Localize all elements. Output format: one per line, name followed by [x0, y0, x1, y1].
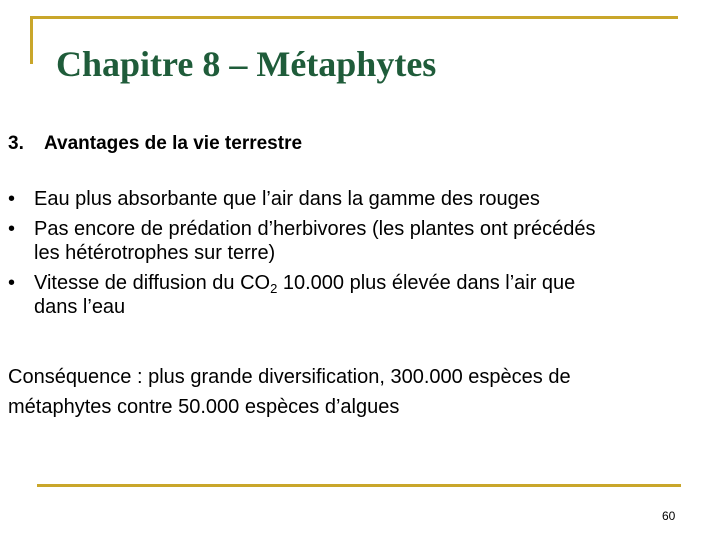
bullet-marker: •: [8, 272, 16, 294]
bullet-text-continuation: les hétérotrophes sur terre): [34, 242, 276, 264]
bullet-text: Pas encore de prédation d’herbivores (les plantes ont précédés: [34, 218, 596, 240]
page-number: 60: [662, 509, 676, 523]
consequence-line: Conséquence : plus grande diversification, 300.000 espèces de: [8, 366, 571, 388]
bullet-text-part: 10.000 plus élevée dans l’air que: [277, 272, 576, 294]
bullet-marker: •: [8, 218, 16, 240]
bullet-marker: •: [8, 188, 16, 210]
consequence-paragraph: [8, 362, 714, 422]
section-heading-text: Avantages de la vie terrestre: [44, 133, 303, 154]
bullet-item-predation: [8, 217, 714, 265]
bullet-item-absorption: [8, 187, 714, 211]
bullet-text: [34, 271, 714, 295]
section-heading: [8, 132, 302, 156]
co2-subscript: 2: [270, 281, 278, 296]
bullet-text-part: Vitesse de diffusion du CO: [34, 272, 271, 294]
bottom-decorative-rule: [37, 484, 681, 487]
left-decorative-rule: [30, 16, 33, 64]
top-decorative-rule: [30, 16, 678, 19]
advantages-list: [8, 187, 714, 325]
consequence-line: métaphytes contre 50.000 espèces d’algues: [8, 396, 400, 418]
section-number: 3.: [8, 133, 24, 154]
bullet-item-diffusion: [8, 271, 714, 319]
slide-title: Chapitre 8 – Métaphytes: [56, 44, 437, 84]
bullet-text: Eau plus absorbante que l’air dans la gamme des rouges: [34, 188, 540, 210]
bullet-text-continuation: dans l’eau: [34, 296, 126, 318]
